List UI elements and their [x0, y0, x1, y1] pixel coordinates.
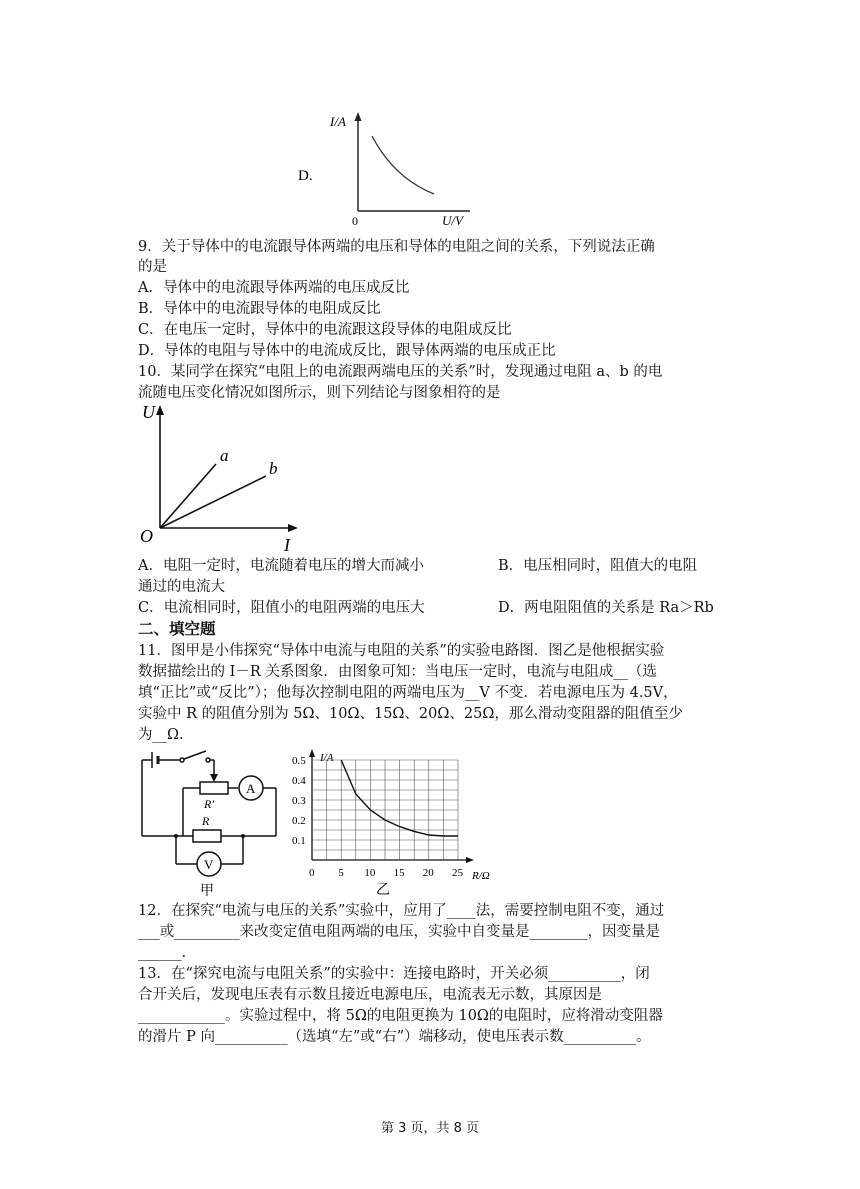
y-tick-label: 0.5 [292, 755, 306, 767]
q13-line2: 合开关后，发现电压表有示数且接近电源电压，电流表无示数，其原因是 [138, 987, 602, 1003]
voltmeter-label: V [204, 857, 214, 872]
q13-line1: 13．在“探究电流与电阻关系”的实验中：连接电路时，开关必须__________，闭 [138, 966, 650, 982]
chart-caption: 乙 [376, 883, 390, 898]
i-axis-label: I [284, 535, 290, 552]
q13-line4: 的滑片 P 向__________（选填“左”或“右”）端移动，使电压表示数__________。 [138, 1029, 651, 1045]
x-tick-label: 15 [393, 867, 405, 879]
q13-line3: ____________。实验过程中，将 5Ω的电阻更换为 10Ω的电阻时，应将滑动变阻器 [138, 1008, 663, 1024]
circuit-caption: 甲 [200, 884, 214, 898]
y-tick-label: 0.1 [292, 835, 306, 847]
u-axis-label: U [142, 402, 155, 422]
x-tick-label: 10 [364, 867, 376, 879]
chart-ylabel: I/A [320, 752, 334, 764]
y-tick-label: 0.3 [292, 795, 306, 807]
circuit-diagram [138, 748, 288, 898]
resistor-label: R [202, 814, 210, 828]
q11-line4: 实验中 R 的阻值分别为 5Ω、10Ω、15Ω、20Ω、25Ω，那么滑动变阻器的阻值至少 [138, 706, 683, 722]
origin-o-label: O [140, 526, 153, 546]
q12-line1: 12．在探究“电流与电压的关系”实验中，应用了____法，需要控制电阻不变，通过 [138, 903, 665, 919]
q11-line5: 为__Ω. [138, 727, 184, 743]
q11-line3: 填“正比”或“反比”）；他每次控制电阻的两端电压为__V 不变．若电源电压为 4.5V， [138, 685, 678, 701]
x-tick-label: 0 [309, 867, 315, 879]
label-a: a [220, 446, 229, 465]
q9-option-c: C．在电压一定时，导体中的电流跟这段导体的电阻成反比 [138, 322, 512, 338]
q10-stem-line2: 流随电压变化情况如图所示，则下列结论与图象相符的是 [138, 385, 501, 401]
line-b [160, 476, 266, 528]
rheostat-label: R' [204, 797, 214, 811]
q12-line2: ___或_________来改变定值电阻两端的电压，实验中自变量是________，因变量是 [138, 924, 660, 940]
q9-stem-line2: 的是 [138, 259, 167, 275]
y-tick-label: 0.4 [292, 775, 306, 787]
y-tick-label: 0.2 [292, 815, 306, 827]
section-heading-fill-in: 二、填空题 [138, 620, 216, 638]
label-b: b [269, 459, 278, 478]
chart-xlabel: R/Ω [472, 870, 490, 882]
q9-option-d: D．导体的电阻与导体中的电流成反比，跟导体两端的电压成正比 [138, 343, 556, 359]
q10-option-b-line2: 通过的电流大 [138, 579, 225, 595]
option-d-figure [296, 108, 476, 230]
q9-stem-line1: 9．关于导体中的电流跟导体两端的电压和导体的电阻之间的关系，下列说法正确 [138, 239, 655, 255]
option-d-label: D. [298, 168, 313, 184]
q10-option-b-line1: B．电压相同时，阻值大的电阻 [498, 558, 698, 574]
ir-chart [290, 748, 500, 898]
page-footer: 第 3 页，共 8 页 [380, 1121, 480, 1136]
q10-option-c: C．电流相同时，阻值小的电阻两端的电压大 [138, 600, 425, 616]
x-tick-label: 25 [452, 867, 463, 879]
ammeter-label: A [246, 781, 256, 796]
y-axis-label: I/A [330, 114, 346, 129]
inverse-curve [372, 136, 434, 194]
q11-line1: 11．图甲是小伟探究“导体中电流与电阻的关系”的实验电路图．图乙是他根据实验 [138, 643, 665, 659]
x-tick-label: 20 [422, 867, 434, 879]
q10-option-d: D．两电阻阻值的关系是 Ra＞Rb [498, 600, 714, 616]
q9-option-a: A．导体中的电流跟导体两端的电压成反比 [138, 280, 410, 296]
x-tick-label: 5 [338, 867, 344, 879]
q11-line2: 数据描绘出的 I－R 关系图象．由图象可知：当电压一定时，电流与电阻成__（选 [138, 664, 657, 680]
q10-option-a: A．电阻一定时，电流随着电压的增大而减小 [138, 558, 424, 574]
q9-option-b: B．导体中的电流跟导体的电阻成反比 [138, 301, 381, 317]
line-a [160, 464, 216, 528]
q10-ui-graph [138, 400, 308, 552]
q12-line3: ______. [138, 945, 187, 961]
x-axis-label: U/V [442, 213, 463, 228]
q10-stem-line1: 10．某同学在探究“电阻上的电流跟两端电压的关系”时，发现通过电阻 a、b 的电 [138, 364, 663, 380]
origin-label: 0 [352, 214, 358, 228]
